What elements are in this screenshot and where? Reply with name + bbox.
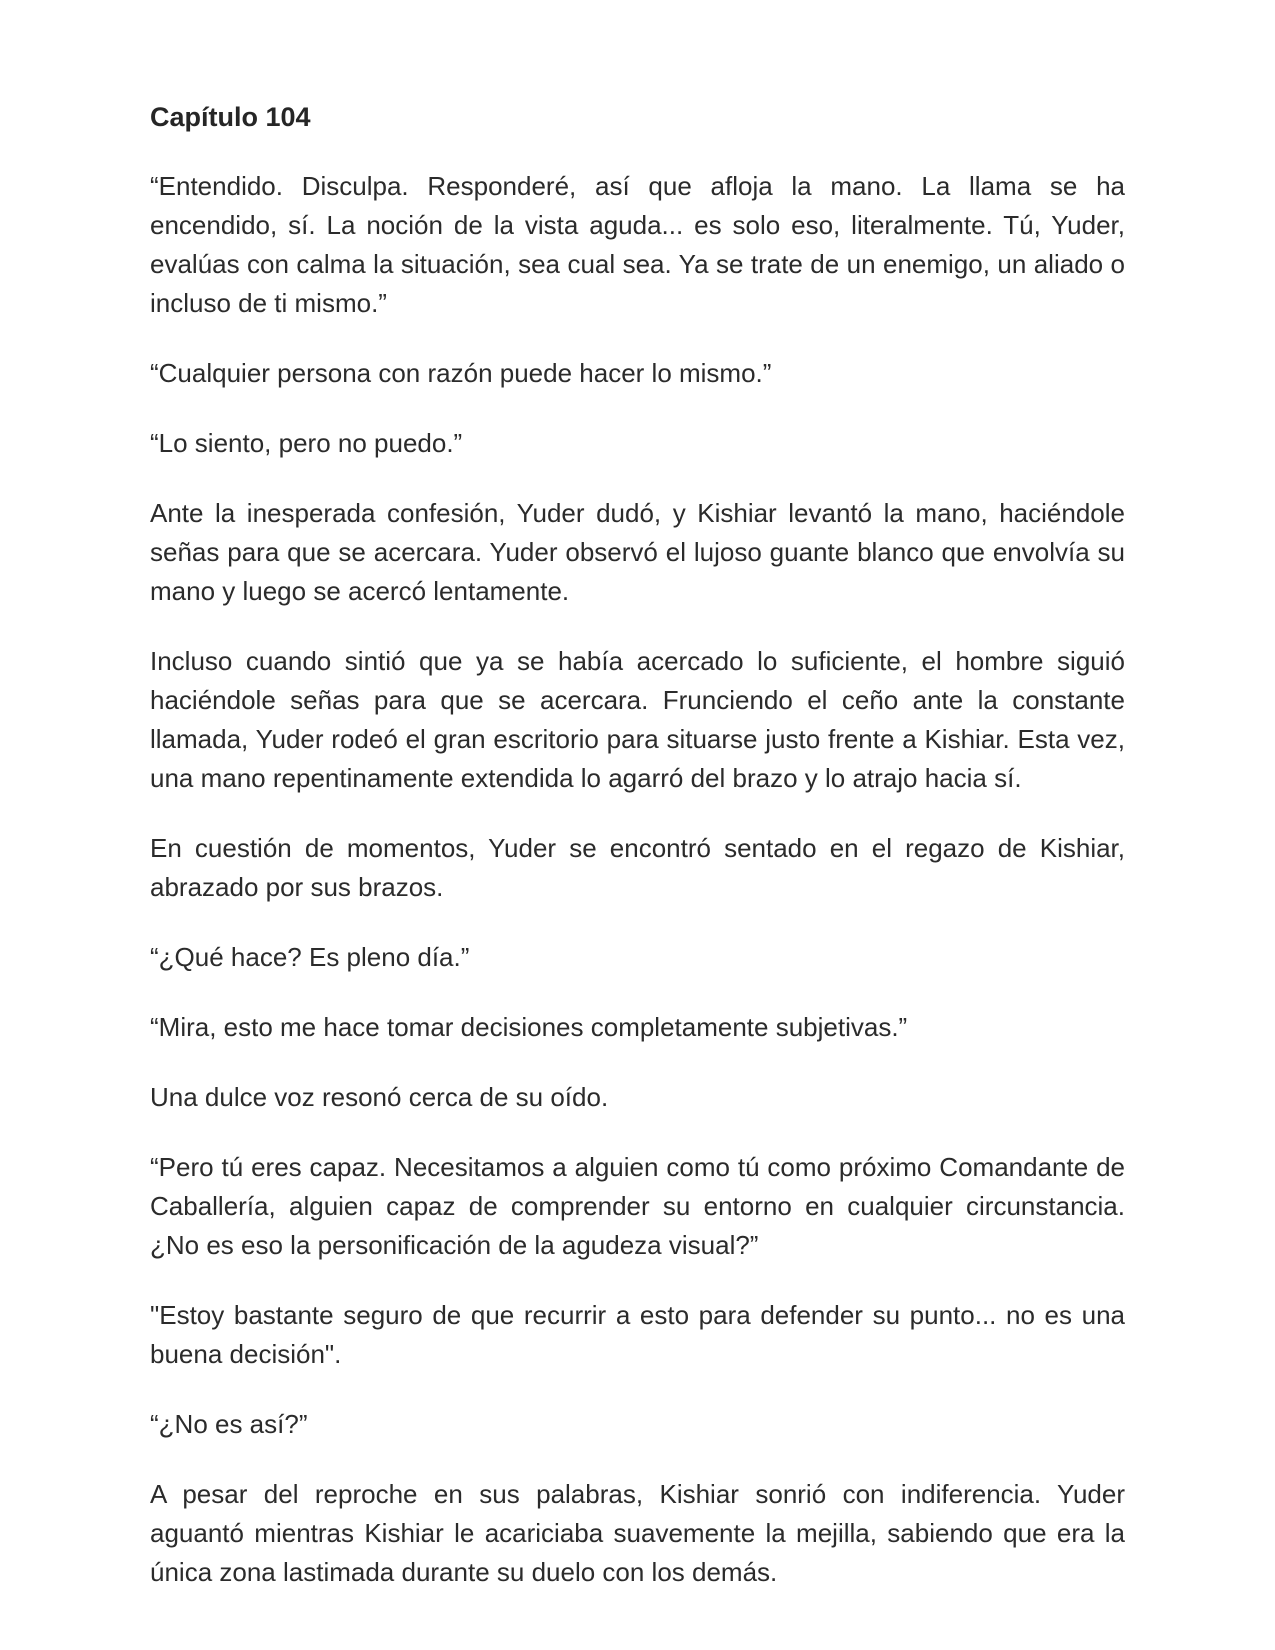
- paragraph: A pesar del reproche en sus palabras, Kishiar sonrió con indiferencia. Yuder aguantó mientras Kishiar le acariciaba suavemente la mejilla, sabiendo que era la única zona lastimada durante su duelo con los demás.: [150, 1479, 1125, 1587]
- paragraph: Incluso cuando sintió que ya se había acercado lo suficiente, el hombre siguió haciéndole señas para que se acercara. Frunciendo el ceño ante la constante llamada, Yuder rodeó el gran escritorio para situarse justo frente a Kishiar. Esta vez, una mano repentinamente extendida lo agarró del brazo y lo atrajo hacia sí.: [150, 646, 1125, 793]
- document-page: [150, 97, 1125, 1623]
- chapter-title: Capítulo 104: [150, 102, 311, 132]
- paragraph: “Pero tú eres capaz. Necesitamos a alguien como tú como próximo Comandante de Caballería, alguien capaz de comprender su entorno en cualquier circunstancia. ¿No es eso la personificación de la agudeza visual?”: [150, 1152, 1125, 1260]
- paragraph: “Cualquier persona con razón puede hacer lo mismo.”: [150, 358, 772, 388]
- paragraph: Ante la inesperada confesión, Yuder dudó, y Kishiar levantó la mano, haciéndole señas para que se acercara. Yuder observó el lujoso guante blanco que envolvía su mano y luego se acercó lentamente.: [150, 498, 1125, 606]
- paragraph: “¿No es así?”: [150, 1409, 308, 1439]
- paragraph: “Entendido. Disculpa. Responderé, así que afloja la mano. La llama se ha encendido, sí. La noción de la vista aguda... es solo eso, literalmente. Tú, Yuder, evalúas con calma la situación, sea cual sea. Ya se trate de un enemigo, un aliado o incluso de ti mismo.”: [150, 171, 1125, 318]
- paragraph: “Lo siento, pero no puedo.”: [150, 428, 463, 458]
- paragraph: “¿Qué hace? Es pleno día.”: [150, 942, 470, 972]
- paragraph: "Estoy bastante seguro de que recurrir a esto para defender su punto... no es una buena decisión".: [150, 1300, 1125, 1369]
- paragraph: Una dulce voz resonó cerca de su oído.: [150, 1082, 609, 1112]
- paragraph: En cuestión de momentos, Yuder se encontró sentado en el regazo de Kishiar, abrazado por sus brazos.: [150, 833, 1125, 902]
- paragraph: “Mira, esto me hace tomar decisiones completamente subjetivas.”: [150, 1012, 908, 1042]
